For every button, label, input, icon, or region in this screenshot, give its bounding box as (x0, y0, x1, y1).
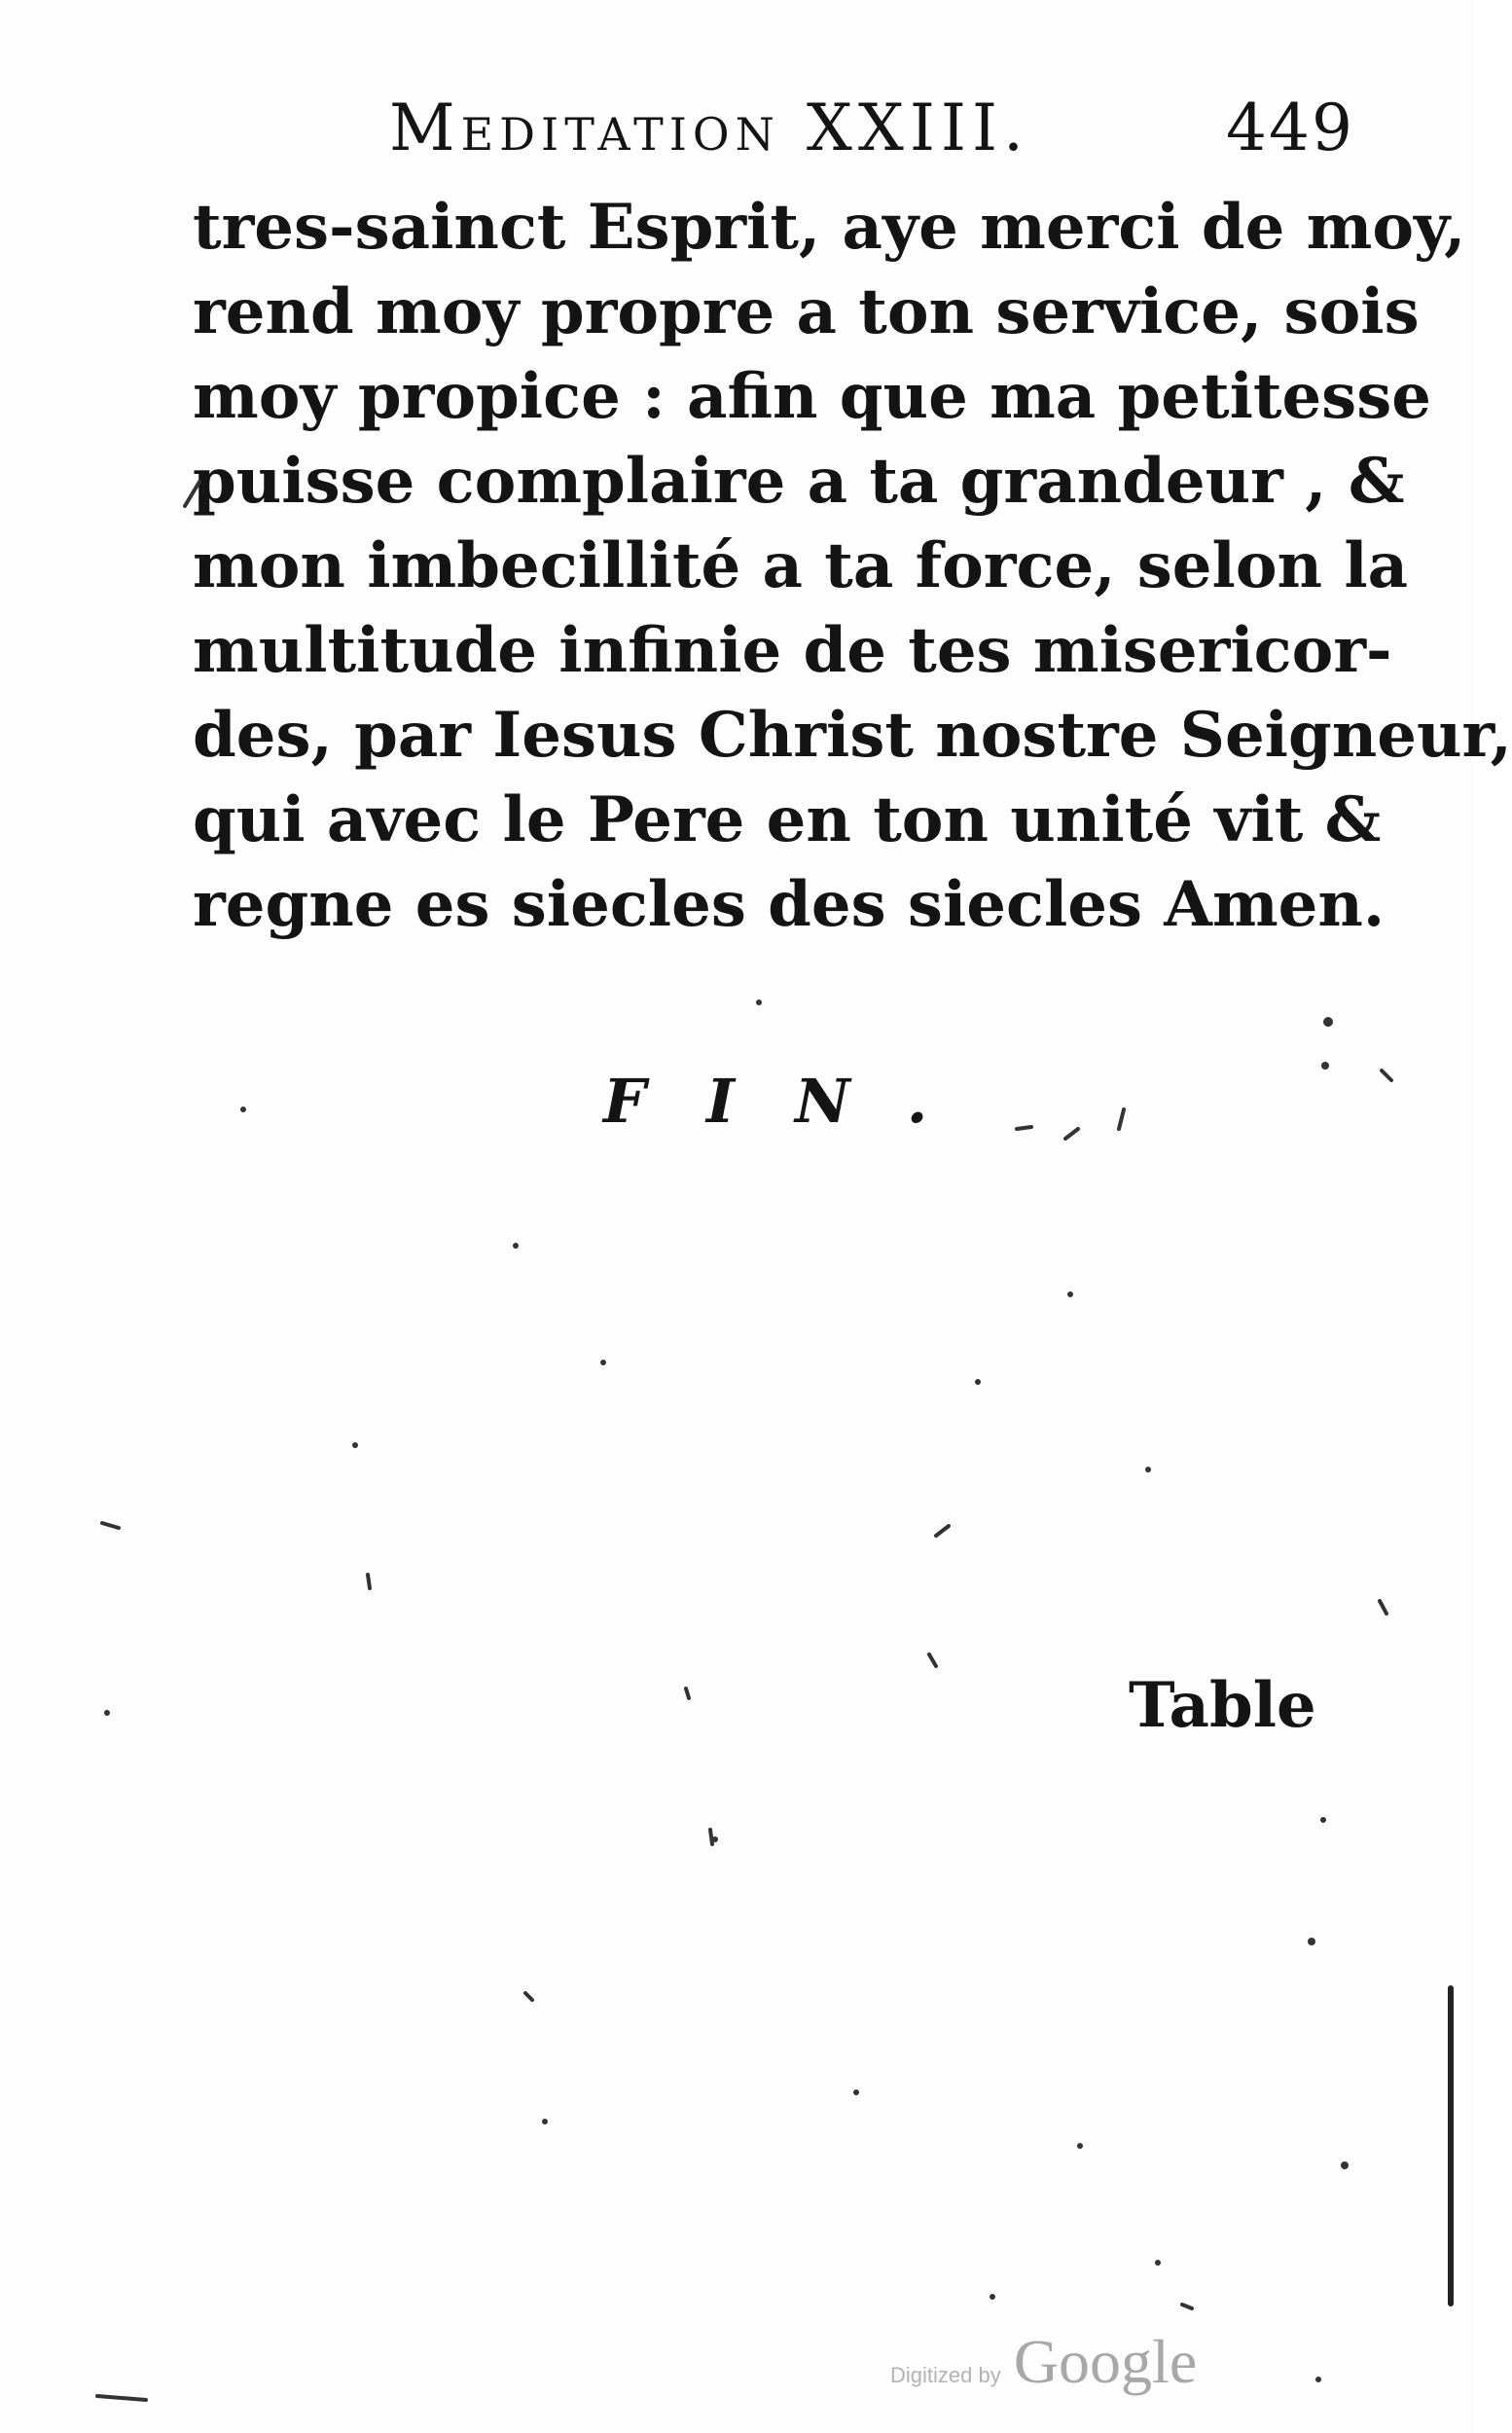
watermark-brand: Google (1013, 2327, 1198, 2396)
text-line: puisse complaire a ta grandeur , & (193, 445, 1405, 518)
text-line: multitude infinie de tes misericor- (193, 614, 1392, 687)
digitized-watermark (890, 2326, 1197, 2404)
fin-label: FIN. (603, 1066, 989, 1137)
text-line: rend moy propre a ton service, sois (193, 275, 1420, 348)
text-line: des, par Iesus Christ nostre Seigneur, (193, 699, 1512, 772)
page-number: 449 (1226, 91, 1354, 165)
page-edge-shadow (1448, 1985, 1454, 2306)
text-line: regne es siecles des siecles Amen. (193, 868, 1386, 941)
body-text (193, 185, 1512, 947)
running-head-title: Meditation XXIII. (389, 91, 1030, 165)
catchword: Table (1129, 1669, 1316, 1742)
text-line: moy propice : afin que ma petitesse (193, 360, 1431, 433)
running-head (389, 90, 1362, 167)
text-line: mon imbecillité a ta force, selon la (193, 529, 1409, 602)
watermark-prefix: Digitized by (890, 2363, 1001, 2387)
text-line: qui avec le Pere en ton unité vit & (193, 783, 1382, 856)
text-line: tres-sainct Esprit, aye merci de moy, (193, 191, 1466, 264)
